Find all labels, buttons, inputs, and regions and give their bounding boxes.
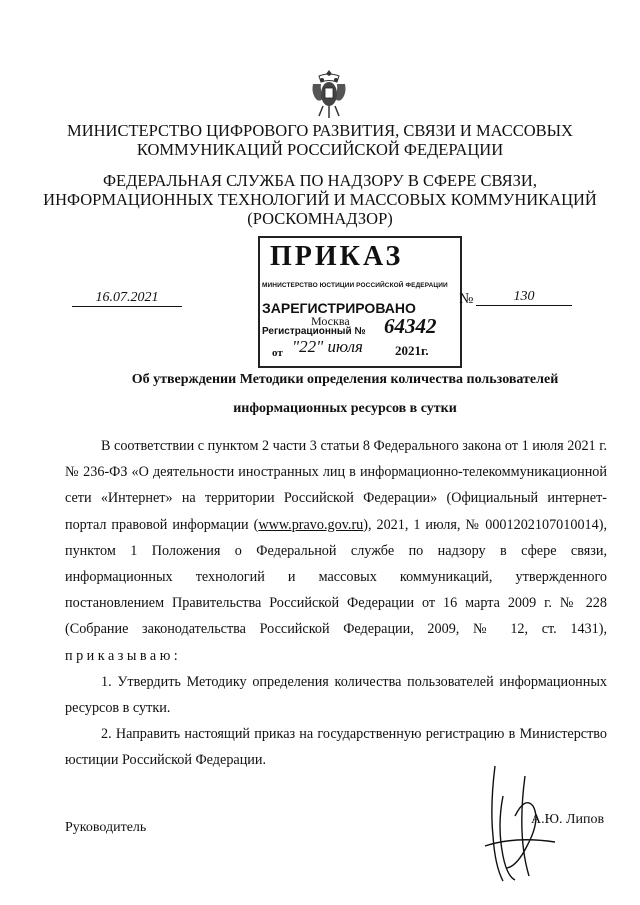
stamp-city: Москва (311, 314, 350, 328)
stamp-ministry: МИНИСТЕРСТВО ЮСТИЦИИ РОССИЙСКОЙ ФЕДЕРАЦИИ (262, 282, 448, 289)
preamble-paragraph (65, 433, 607, 669)
signer-name: А.Ю. Липов (531, 812, 605, 827)
document-type: ПРИКАЗ (270, 241, 404, 272)
ministry-line-1: МИНИСТЕРСТВО ЦИФРОВОГО РАЗВИТИЯ, СВЯЗИ И МАССОВЫХ (67, 121, 573, 140)
service-line-3: (РОСКОМНАДЗОР) (247, 209, 393, 228)
order-date: 16.07.2021 (72, 290, 182, 307)
service-name (0, 171, 640, 228)
ministry-line-2: КОММУНИКАЦИЙ РОССИЙСКОЙ ФЕДЕРАЦИИ (136, 140, 504, 159)
preamble-text-a: В соответствии с пунктом 2 части 3 статьи 8 Федерального закона от 1 июля 2021 г. № 236-ФЗ «О деятельности иностранных лиц в информационно-телекоммуникационной сети «Интернет» на территории Российской Федерации» (Официальный интернет-портал правовой информации ( (65, 438, 607, 533)
russian-coat-of-arms-icon (309, 68, 349, 120)
stamp-date-prefix: от (272, 347, 283, 359)
order-item-1: 1. Утвердить Методику определения количества пользователей информационных ресурсов в сутки. (65, 673, 607, 717)
preamble-text-b: ), 2021, 1 июля, № 0001202107010014), пунктом 1 Положения о Федеральной службе по надзору в сфере связи, информационных технологий и массовых коммуникаций, утвержденного постановлением Правительства Российской Федерации от 16 марта 2009 г. № 228 (Собрание законодательства Российской Федерации, 2009, № 12, ст. 1431), (65, 516, 608, 638)
service-line-2: ИНФОРМАЦИОННЫХ ТЕХНОЛОГИЙ И МАССОВЫХ КОММУНИКАЦИЙ (43, 190, 597, 209)
order-title-line-2: информационных ресурсов в сутки (233, 401, 457, 416)
order-word: приказываю: (65, 647, 182, 664)
stamp-registered: ЗАРЕГИСТРИРОВАНО (262, 300, 416, 316)
order-number: 130 (476, 289, 572, 306)
stamp-date: "22" июля (292, 337, 363, 356)
pravo-link[interactable]: www.pravo.gov.ru (258, 516, 364, 533)
order-item-2: 2. Направить настоящий приказ на государственную регистрацию в Министерство юстиции Российской Федерации. (65, 726, 607, 769)
stamp-year: 2021г. (395, 343, 429, 358)
signer-title: Руководитель (65, 820, 147, 835)
service-line-1: ФЕДЕРАЛЬНАЯ СЛУЖБА ПО НАДЗОРУ В СФЕРЕ СВЯЗИ, (103, 171, 537, 190)
stamp-reg-number: 64342 (384, 314, 437, 338)
stamp-reg-label: Регистрационный № (262, 326, 366, 337)
order-number-sign: № (459, 291, 474, 307)
order-body (65, 433, 607, 774)
ministry-name (0, 121, 640, 159)
order-title (110, 365, 580, 423)
order-title-line-1: Об утверждении Методики определения количества пользователей (131, 372, 559, 387)
